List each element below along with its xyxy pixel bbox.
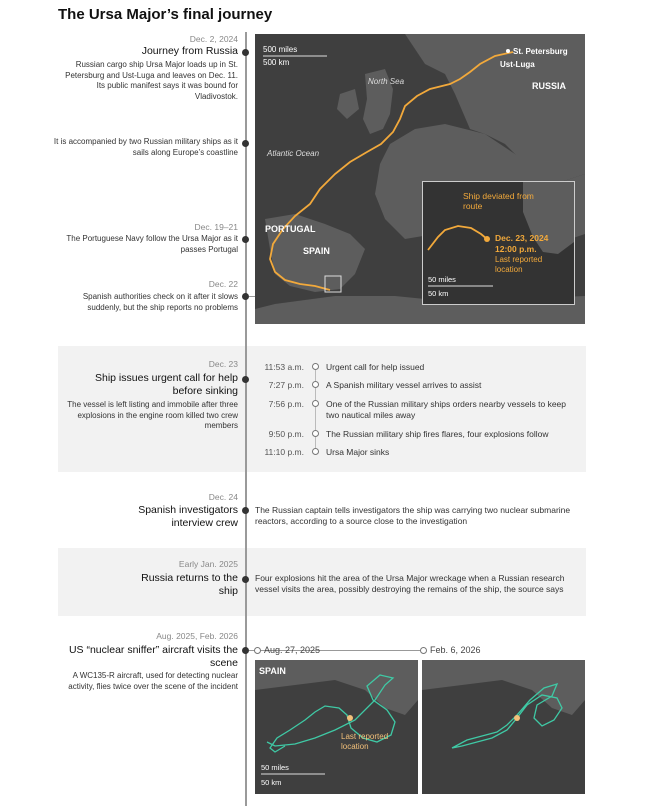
scale-miles: 500 miles: [263, 45, 298, 54]
event-description: Spanish authorities check on it after it slows suddenly, but the ship reports no problems: [82, 292, 238, 312]
route-map: [255, 34, 585, 324]
event-date: Dec. 22: [208, 279, 238, 289]
tl-text: Urgent call for help issued: [326, 362, 425, 372]
flight-date-2: Feb. 6, 2026: [430, 645, 481, 655]
tl-dot: [312, 381, 319, 388]
event-heading: Russia returns to the ship: [141, 572, 238, 597]
label-portugal: PORTUGAL: [265, 224, 316, 234]
event-description: It is accompanied by two Russian military ships as it sails along Europe’s coastline: [53, 137, 238, 157]
label-st-petersburg: St. Petersburg: [513, 47, 568, 56]
tl-time: 7:56 p.m.: [268, 399, 304, 409]
flight-1-country: SPAIN: [259, 666, 286, 676]
tl-text: A Spanish military vessel arrives to assist: [326, 380, 482, 390]
event-heading: Ship issues urgent call for help before sinking: [95, 372, 238, 397]
inset-deviation-label: Ship deviated from route: [463, 191, 534, 211]
label-atlantic: Atlantic Ocean: [267, 149, 320, 158]
label-russia: RUSSIA: [532, 81, 567, 91]
event-date: Dec. 19–21: [194, 222, 238, 232]
timeline-dot: [242, 647, 249, 654]
land-ireland: [337, 89, 359, 119]
flight-map-1: [255, 660, 418, 794]
inset-scale-km: 50 km: [428, 289, 449, 298]
event-body: The Russian captain tells investigators the ship was carrying two nuclear submarine reactors, according to a source close to the investigation: [255, 505, 571, 526]
event-date: Aug. 2025, Feb. 2026: [156, 631, 238, 641]
flight-1-scale-km: 50 km: [261, 778, 282, 787]
flight-2-last-location-dot: [514, 715, 520, 721]
event-description: A WC135-R aircraft, used for detecting nuclear activity, flies twice over the scene of the incident: [68, 671, 238, 691]
tl-dot: [312, 363, 319, 370]
flight-date-marker: [254, 647, 261, 654]
flight-map-2: [422, 660, 585, 794]
inset-map: [422, 181, 575, 305]
tl-dot: [312, 400, 319, 407]
tl-text: The Russian military ship fires flares, four explosions follow: [326, 429, 549, 439]
flight-map-2-svg: [422, 660, 585, 794]
event-heading: Spanish investigators interview crew: [138, 504, 238, 529]
inset-route: [428, 226, 487, 250]
tl-time: 11:53 a.m.: [264, 362, 304, 372]
inset-last-date: Dec. 23, 2024: [495, 233, 549, 243]
timeline-dot: [242, 140, 249, 147]
event-date: Dec. 2, 2024: [189, 34, 238, 44]
event-date: Dec. 23: [208, 359, 238, 369]
last-location-dot: [484, 236, 490, 242]
event-description: The Portuguese Navy follow the Ursa Major as it passes Portugal: [66, 234, 238, 254]
flight-map-1-svg: [255, 660, 418, 794]
event-heading: US “nuclear sniffer” aircraft visits the scene: [68, 644, 238, 669]
flight-1-last-location: Last reported location: [341, 732, 389, 751]
timeline-dot: [242, 236, 249, 243]
flight-date-1: Aug. 27, 2025: [264, 645, 321, 655]
label-spain: SPAIN: [303, 246, 330, 256]
inset-last-location: Last reported location: [495, 255, 543, 274]
tl-dot: [312, 430, 319, 437]
tl-time: 7:27 p.m.: [268, 380, 304, 390]
timeline-dot: [242, 49, 249, 56]
event-date: Early Jan. 2025: [178, 559, 238, 569]
tl-time: 11:10 p.m.: [264, 447, 304, 457]
flight-1-last-location-dot: [347, 715, 353, 721]
st-petersburg-dot: [506, 49, 510, 53]
tl-text: Ursa Major sinks: [326, 447, 390, 457]
page-title: The Ursa Major’s final journey: [58, 6, 273, 23]
timeline-line: [245, 32, 247, 806]
sub-timeline-line: [315, 365, 316, 453]
timeline-dot: [242, 376, 249, 383]
event-description: The vessel is left listing and immobile after three explosions in the engine room killed two crew members: [67, 400, 238, 430]
timeline-dot: [242, 507, 249, 514]
event-description: Russian cargo ship Ursa Major loads up in St. Petersburg and Ust-Luga and leaves on Dec. 11. Its public manifest says it was bound for Vladivostok.: [65, 60, 238, 101]
event-heading: Journey from Russia: [141, 45, 238, 57]
tl-time: 9:50 p.m.: [268, 429, 304, 439]
timeline-dot: [242, 293, 249, 300]
flight-1-scale-miles: 50 miles: [261, 763, 289, 772]
label-north-sea: North Sea: [368, 77, 405, 86]
inset-last-time: 12:00 p.m.: [495, 244, 537, 254]
flight-date-marker: [420, 647, 427, 654]
tl-dot: [312, 448, 319, 455]
inset-scale-miles: 50 miles: [428, 275, 456, 284]
event-body: Four explosions hit the area of the Ursa Major wreckage when a Russian research vessel visits the area, possibly destroying the remains of the ship, the source says: [255, 573, 565, 594]
event-date: Dec. 24: [208, 492, 238, 502]
timeline-dot: [242, 576, 249, 583]
flight-2-land: [422, 660, 585, 715]
scale-km: 500 km: [263, 58, 290, 67]
label-ust-luga: Ust-Luga: [500, 60, 535, 69]
tl-text: One of the Russian military ships orders nearby vessels to keep two nautical miles away: [326, 399, 567, 420]
